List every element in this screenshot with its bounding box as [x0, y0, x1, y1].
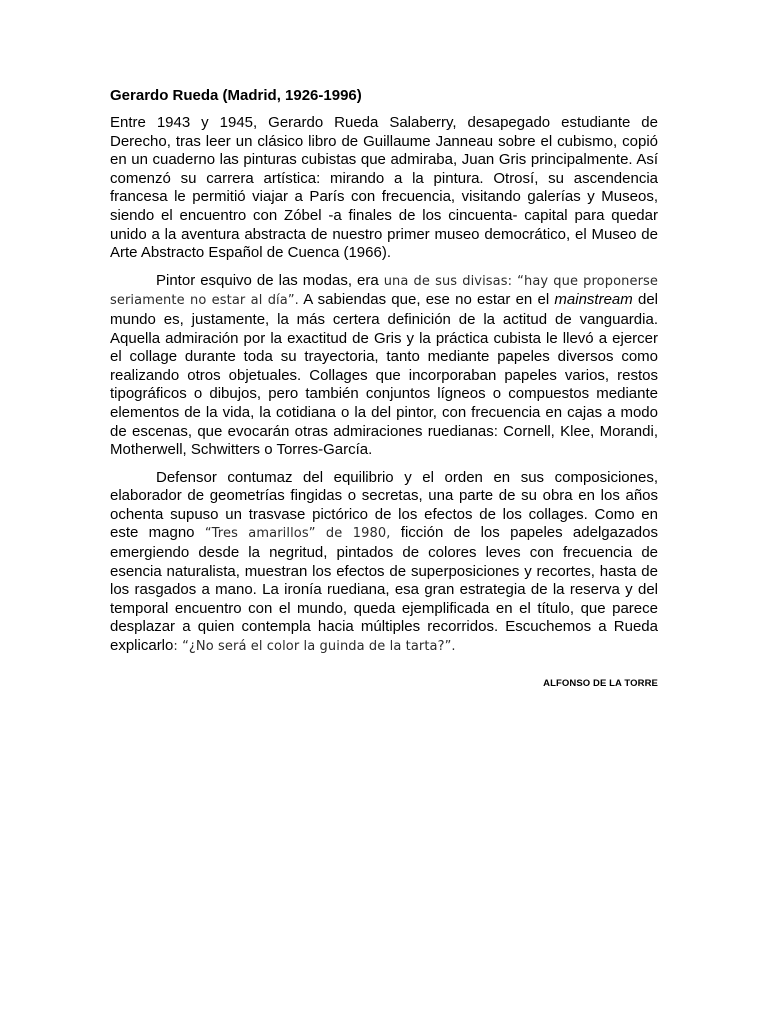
paragraph-2-mid: A sabiendas que, ese no estar en el: [298, 291, 555, 309]
document-title: Gerardo Rueda (Madrid, 1926-1996): [110, 87, 362, 104]
paragraph-3-quote-1: “Tres amarillos” de 1980,: [204, 526, 391, 542]
paragraph-3-quote-2: : “¿No será el color la guinda de la tarta?”.: [173, 639, 456, 655]
document-page: [110, 86, 659, 689]
paragraph-2-rest: del mundo es, justamente, la más certera definición de la actitud de vanguardia. Aquella admiración por la exactitud de Gris y la práctica cubista le llevó a ejercer el collage durante toda su trayectoria, tanto mediante papeles diversos como realizando otros objetuales. Collages que incorporaban papeles varios, restos tipográficos o dibujos, pero también conjuntos lígneos o compuestos mediante elementos de la vida, la cotidiana o la del pintor, con frecuencia en cajas a modo de escenas, que evocarán otras admiraciones ruedianas: Cornell, Klee, Morandi, Motherwell, Schwitters o Torres-García.: [110, 291, 659, 459]
paragraph-3-intro: Defensor contumaz del equilibrio y el orden en sus composiciones, elaborador de geometrías fingidas o secretas, una parte de su obra en los años ochenta supuso un trasvase pictórico de los efectos de los collages. Como en este magno: [110, 468, 658, 542]
paragraph-2-intro: Pintor esquivo de las modas, era: [156, 271, 384, 289]
author-signature: ALFONSO DE LA TORRE: [543, 678, 658, 689]
paragraph-2-quote: una de sus divisas: “hay que proponerse seriamente no estar al día”.: [110, 273, 658, 309]
paragraph-2: [110, 272, 658, 460]
paragraph-3-mid: ficción de los papeles adelgazados emergiendo desde la negritud, pintados de colores leves con frecuencia de esencia naturalista, muestran los efectos de superposiciones y recortes, hasta de los rasgados a mano. La ironía ruediana, esa gran estrategia de la reserva y del temporal encuentro con el mundo, queda ejemplificada en el título, que parece desplazar a quien contempla hacia múltiples recorridos. Escuchemos a Rueda explicarlo: [110, 524, 658, 655]
paragraph-1: Entre 1943 y 1945, Gerardo Rueda Salaberry, desapegado estudiante de Derecho, tras leer un clásico libro de Guillaume Janneau sobre el cubismo, copió en un cuaderno las pinturas cubistas que admiraba, Juan Gris principalmente. Así comenzó su carrera artística: mirando a la pintura. Otrosí, su ascendencia francesa le permitió viajar a París con frecuencia, visitando galerías y Museos, siendo el encuentro con Zóbel -a finales de los cincuenta- capital para quedar unido a la aventura abstracta de nuestro primer museo democrático, el Museo de Arte Abstracto Español de Cuenca (1966).: [110, 114, 658, 262]
paragraph-2-italic: mainstream: [554, 291, 633, 309]
paragraph-3: [110, 469, 658, 657]
